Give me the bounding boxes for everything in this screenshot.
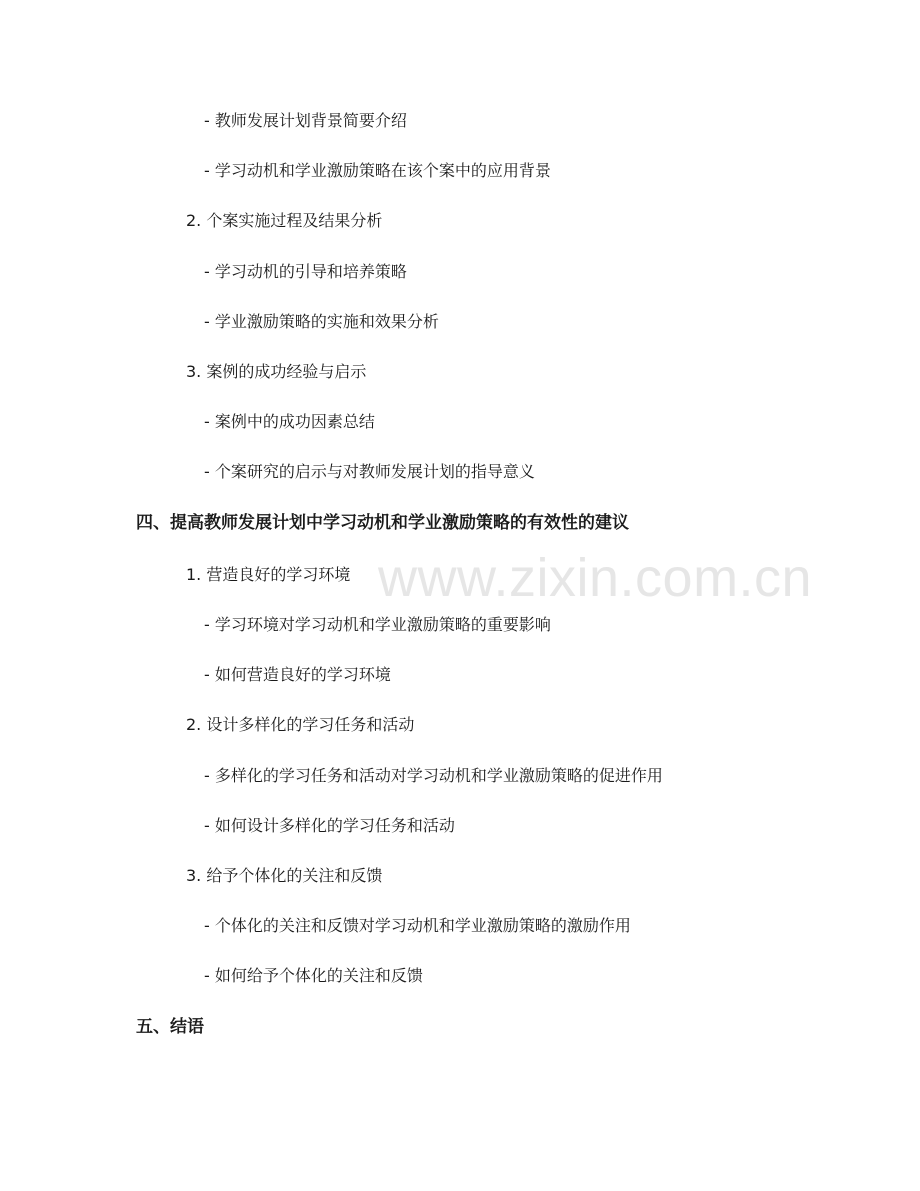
bullet-how-create-environment: - 如何营造良好的学习环境	[204, 665, 391, 684]
watermark: www.zixin.com.cn	[378, 548, 813, 608]
bullet-feedback-incentive: - 个体化的关注和反馈对学习动机和学业激励策略的激励作用	[204, 916, 631, 935]
bullet-how-give-feedback: - 如何给予个体化的关注和反馈	[204, 966, 423, 985]
section-heading-4: 四、提高教师发展计划中学习动机和学业激励策略的有效性的建议	[136, 513, 629, 533]
bullet-incentive-implementation: - 学业激励策略的实施和效果分析	[204, 312, 439, 331]
list-item-diverse-tasks: 2. 设计多样化的学习任务和活动	[186, 715, 415, 734]
bullet-background-intro: - 教师发展计划背景简要介绍	[204, 111, 407, 130]
list-item-implementation: 2. 个案实施过程及结果分析	[186, 211, 383, 230]
bullet-how-design-tasks: - 如何设计多样化的学习任务和活动	[204, 816, 455, 835]
list-item-learning-environment: 1. 营造良好的学习环境	[186, 565, 351, 584]
bullet-environment-impact: - 学习环境对学习动机和学业激励策略的重要影响	[204, 615, 551, 634]
bullet-motivation-guidance: - 学习动机的引导和培养策略	[204, 262, 407, 281]
bullet-success-factors: - 案例中的成功因素总结	[204, 412, 375, 431]
section-heading-5: 五、结语	[136, 1017, 204, 1037]
bullet-application-background: - 学习动机和学业激励策略在该个案中的应用背景	[204, 161, 551, 180]
bullet-case-implications: - 个案研究的启示与对教师发展计划的指导意义	[204, 462, 535, 481]
list-item-individual-feedback: 3. 给予个体化的关注和反馈	[186, 866, 383, 885]
list-item-success-experience: 3. 案例的成功经验与启示	[186, 362, 367, 381]
bullet-tasks-promotion: - 多样化的学习任务和活动对学习动机和学业激励策略的促进作用	[204, 766, 663, 785]
